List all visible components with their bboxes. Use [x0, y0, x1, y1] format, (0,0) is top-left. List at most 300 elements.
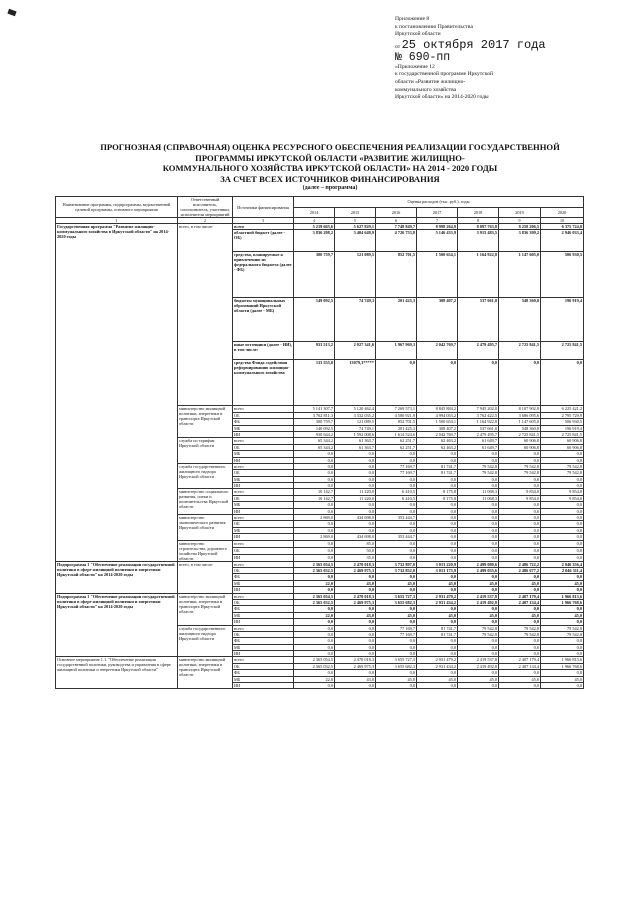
- value-cell: 0,0: [417, 508, 458, 514]
- value-cell: 506 930,5: [541, 252, 584, 298]
- value-cell: 8 175,8: [417, 495, 458, 501]
- value-cell: 79 542,8: [499, 625, 541, 631]
- value-cell: 2 470 018,3: [335, 593, 376, 599]
- value-cell: 0,0: [499, 527, 541, 533]
- value-cell: 0,0: [458, 683, 499, 689]
- value-cell: 0,0: [294, 606, 335, 612]
- value-cell: 62 251,7: [376, 444, 417, 450]
- value-cell: 0,0: [499, 651, 541, 657]
- source-cell: ИИ: [233, 457, 294, 463]
- value-cell: 0,0: [499, 683, 541, 689]
- value-cell: 79 542,8: [541, 463, 584, 469]
- value-cell: 45,0: [376, 676, 417, 682]
- value-cell: 0,0: [376, 644, 417, 650]
- value-cell: 2 499 080,6: [458, 561, 499, 567]
- value-cell: 1 966 813,6: [541, 593, 584, 599]
- value-cell: 4 994 053,2: [417, 412, 458, 418]
- value-cell: 45,0: [458, 676, 499, 682]
- value-cell: 79 542,8: [499, 631, 541, 637]
- source-cell: всего: [233, 406, 294, 412]
- value-cell: 85,0: [335, 540, 376, 547]
- value-cell: 0,0: [417, 587, 458, 593]
- column-number: 5: [335, 218, 376, 224]
- value-cell: 1 966 768,6: [541, 599, 584, 605]
- value-cell: 11 220,0: [335, 495, 376, 501]
- value-cell: 74 749,1: [335, 425, 376, 431]
- value-cell: 9 854,0: [499, 489, 541, 495]
- source-cell: всего: [233, 515, 294, 521]
- header-cell: Наименование программы, подпрограммы, ведомственной целевой программы, основного мероприятия: [56, 197, 178, 218]
- value-cell: 2 046 356,4: [541, 561, 584, 567]
- value-cell: 0,0: [458, 587, 499, 593]
- value-cell: 2 869,0: [294, 515, 335, 521]
- value-cell: 0,0: [499, 554, 541, 561]
- value-cell: 0,0: [499, 451, 541, 457]
- source-cell: МБ: [233, 612, 294, 618]
- value-cell: 0,0: [458, 515, 499, 521]
- source-cell: ОБ: [233, 547, 294, 554]
- source-cell: ИИ: [233, 431, 294, 437]
- value-cell: 2 725 841,5: [499, 342, 541, 360]
- value-cell: 62 463,2: [417, 438, 458, 444]
- funding-table: [55, 196, 584, 689]
- executor-cell: служба государственного жилищного надзора Иркутской области: [178, 463, 233, 489]
- value-cell: 0,0: [335, 451, 376, 457]
- value-cell: 0,0: [458, 540, 499, 547]
- year-header: 2014: [294, 207, 335, 218]
- title-line: ПРОГНОЗНАЯ (СПРАВОЧНАЯ) ОЦЕНКА РЕСУРСНОГО ОБЕСПЕЧЕНИЯ РЕАЛИЗАЦИИ ГОСУДАРСТВЕННОЙ: [100, 142, 560, 152]
- executor-cell: служба государственного жилищного надзора Иркутской области: [178, 625, 233, 657]
- value-cell: 9 854,0: [499, 495, 541, 501]
- value-cell: 149 092,5: [294, 298, 335, 342]
- source-cell: ОБ: [233, 495, 294, 501]
- value-cell: 0,0: [499, 574, 541, 580]
- value-cell: 0,0: [335, 683, 376, 689]
- value-cell: 0,0: [499, 521, 541, 527]
- value-cell: 0,0: [376, 540, 417, 547]
- value-cell: 0,0: [294, 619, 335, 625]
- value-cell: 2 946 033,4: [541, 230, 584, 252]
- source-cell: областной бюджет (далее - ОБ): [233, 230, 294, 252]
- executor-cell: министерство жилищной политики, энергетики и транспорта Иркутской области: [178, 657, 233, 689]
- value-cell: 45,0: [541, 612, 584, 618]
- source-cell: ИИ: [233, 554, 294, 561]
- value-cell: 81 741,7: [417, 625, 458, 631]
- value-cell: 0,0: [376, 638, 417, 644]
- executor-cell: министерство жилищной политики, энергетики и транспорта Иркутской области: [178, 593, 233, 625]
- value-cell: 0,0: [541, 644, 584, 650]
- value-cell: 2 486 722,2: [499, 561, 541, 567]
- value-cell: 0,0: [376, 451, 417, 457]
- value-cell: 3 836 399,2: [499, 230, 541, 252]
- value-cell: 2 046 311,4: [541, 567, 584, 573]
- value-cell: 5 627 829,1: [335, 224, 376, 230]
- value-cell: 3 013 220,9: [417, 561, 458, 567]
- value-cell: 45,0: [541, 676, 584, 682]
- year-header: 2015: [335, 207, 376, 218]
- column-number: 4: [294, 218, 335, 224]
- value-cell: 60 906,8: [541, 438, 584, 444]
- value-cell: 45,0: [499, 612, 541, 618]
- value-cell: 0,0: [541, 547, 584, 554]
- value-cell: 3 655 727,3: [376, 657, 417, 663]
- value-cell: 3 655 727,3: [376, 593, 417, 599]
- value-cell: 79 542,8: [541, 470, 584, 476]
- value-cell: 50,0: [335, 547, 376, 554]
- value-cell: 2 486 677,2: [499, 567, 541, 573]
- value-cell: 0,0: [294, 527, 335, 533]
- value-cell: 0,0: [458, 547, 499, 554]
- value-cell: 930 644,2: [294, 431, 335, 437]
- value-cell: 2 470 018,3: [335, 657, 376, 663]
- value-cell: 8 097 763,8: [458, 224, 499, 230]
- value-cell: 60 906,8: [499, 438, 541, 444]
- value-cell: 506 930,5: [541, 419, 584, 425]
- value-cell: 0,0: [335, 619, 376, 625]
- value-cell: 77 169,7: [376, 631, 417, 637]
- source-cell: МБ: [233, 644, 294, 650]
- value-cell: 8 998 264,9: [417, 224, 458, 230]
- header-cell: Источники финансирования: [233, 197, 294, 218]
- value-cell: 2 479 495,7: [458, 342, 499, 360]
- value-cell: 0,0: [417, 644, 458, 650]
- value-cell: 7 269 573,1: [376, 406, 417, 412]
- value-cell: 0,0: [294, 502, 335, 508]
- value-cell: 0,0: [417, 554, 458, 561]
- value-cell: 2 931 479,2: [417, 593, 458, 599]
- value-cell: 0,0: [417, 534, 458, 540]
- value-cell: 0,0: [294, 508, 335, 514]
- value-cell: 0,0: [376, 527, 417, 533]
- value-cell: 0,0: [376, 483, 417, 489]
- value-cell: 0,0: [458, 534, 499, 540]
- value-cell: 74 749,3: [335, 298, 376, 342]
- value-cell: 65 344,2: [294, 438, 335, 444]
- value-cell: 0,0: [541, 360, 584, 406]
- value-cell: 2 042 769,7: [417, 431, 458, 437]
- value-cell: 0,0: [376, 547, 417, 554]
- value-cell: 0,0: [458, 476, 499, 482]
- program-name-cell: Государственная программа "Развитие жилищно-коммунального хозяйства в Иркутской области" на 2014-2020 годы: [56, 224, 178, 562]
- value-cell: 2 365 032,5: [294, 663, 335, 669]
- value-cell: 22,0: [294, 580, 335, 586]
- value-cell: 0,0: [541, 502, 584, 508]
- value-cell: 0,0: [294, 451, 335, 457]
- value-cell: 121 089,5: [335, 419, 376, 425]
- value-cell: 0,0: [376, 587, 417, 593]
- value-cell: 10 142,7: [294, 489, 335, 495]
- column-number: 8: [458, 218, 499, 224]
- value-cell: 7 945 202,0: [458, 406, 499, 412]
- source-cell: ОБ: [233, 631, 294, 637]
- value-cell: 0,0: [294, 521, 335, 527]
- value-cell: 0,0: [335, 670, 376, 676]
- value-cell: 548 360,8: [499, 425, 541, 431]
- value-cell: 1 592 008,6: [335, 431, 376, 437]
- value-cell: 0,0: [541, 540, 584, 547]
- value-cell: 77 169,7: [376, 463, 417, 469]
- value-cell: 0,0: [294, 547, 335, 554]
- value-cell: 0,0: [417, 457, 458, 463]
- value-cell: 6 410,5: [376, 489, 417, 495]
- value-cell: 11 220,0: [335, 489, 376, 495]
- value-cell: 0,0: [499, 360, 541, 406]
- value-cell: 121 089,5: [335, 252, 376, 298]
- value-cell: 0,0: [335, 521, 376, 527]
- value-cell: 2 869,0: [294, 534, 335, 540]
- value-cell: 0,0: [376, 651, 417, 657]
- value-cell: 308 407,2: [417, 425, 458, 431]
- value-cell: 45,0: [458, 580, 499, 586]
- value-cell: 0,0: [541, 451, 584, 457]
- value-cell: 0,0: [541, 638, 584, 644]
- value-cell: 0,0: [458, 606, 499, 612]
- value-cell: 0,0: [458, 360, 499, 406]
- source-cell: всего: [233, 224, 294, 230]
- value-cell: 4 726 753,8: [376, 230, 417, 252]
- value-cell: 0,0: [335, 606, 376, 612]
- value-cell: 62 251,7: [376, 438, 417, 444]
- value-cell: 0,0: [458, 554, 499, 561]
- value-cell: 77 169,7: [376, 625, 417, 631]
- source-cell: средства Фонда содействия реформированию жилищно-коммунального хозяйства: [233, 360, 294, 406]
- value-cell: 0,0: [541, 515, 584, 521]
- value-cell: 852 701,5: [376, 419, 417, 425]
- source-cell: ИИ: [233, 619, 294, 625]
- appendix-line: к государственной программе Иркутской: [395, 71, 493, 78]
- value-cell: 61 363,7: [335, 438, 376, 444]
- value-cell: 0,0: [541, 457, 584, 463]
- appendix-line: к постановлению Правительства: [395, 23, 473, 30]
- source-cell: ОБ: [233, 567, 294, 573]
- value-cell: 2 725 841,5: [541, 431, 584, 437]
- source-cell: МБ: [233, 527, 294, 533]
- value-cell: 0,0: [335, 483, 376, 489]
- header-row: [56, 197, 584, 208]
- value-cell: 2 365 054,5: [294, 561, 335, 567]
- value-cell: 0,0: [376, 457, 417, 463]
- value-cell: 43,0: [335, 612, 376, 618]
- value-cell: 0,0: [499, 547, 541, 554]
- value-cell: 0,0: [376, 508, 417, 514]
- value-cell: 2 365 054,5: [294, 593, 335, 599]
- value-cell: 0,0: [294, 670, 335, 676]
- value-cell: 0,0: [541, 619, 584, 625]
- value-cell: 0,0: [541, 476, 584, 482]
- value-cell: 60 906,8: [499, 444, 541, 450]
- value-cell: 61 649,7: [458, 438, 499, 444]
- value-cell: 62 463,2: [417, 444, 458, 450]
- value-cell: 548 360,8: [499, 298, 541, 342]
- value-cell: 0,0: [417, 683, 458, 689]
- value-cell: 77 169,7: [376, 470, 417, 476]
- value-cell: 0,0: [294, 540, 335, 547]
- date-value: 25 октября 2017 года: [401, 37, 546, 52]
- document-subtitle: (далее – программа): [302, 185, 358, 191]
- value-cell: 0,0: [541, 483, 584, 489]
- value-cell: 0,0: [541, 574, 584, 580]
- value-cell: 0,0: [541, 534, 584, 540]
- value-cell: 3 836 298,2: [294, 230, 335, 252]
- title-line: КОММУНАЛЬНОГО ХОЗЯЙСТВА ИРКУТСКОЙ ОБЛАСТИ» НА 2014 - 2020 ГОДЫ: [162, 163, 498, 174]
- value-cell: 2 419 492,8: [458, 599, 499, 605]
- source-cell: всего: [233, 540, 294, 547]
- value-cell: 0,0: [376, 606, 417, 612]
- value-cell: 22,0: [294, 676, 335, 682]
- value-cell: 2 931 434,2: [417, 599, 458, 605]
- executor-cell: всего, в том числе:: [178, 224, 233, 406]
- value-cell: 0,0: [499, 502, 541, 508]
- column-number: 1: [56, 218, 178, 224]
- date-prefix: от: [395, 43, 401, 50]
- column-number: 3: [233, 218, 294, 224]
- value-cell: 0,0: [335, 644, 376, 650]
- value-cell: 852 701,5: [376, 252, 417, 298]
- value-cell: 0,0: [376, 521, 417, 527]
- value-cell: 6 375 724,8: [541, 224, 584, 230]
- value-cell: 79 542,8: [458, 463, 499, 469]
- value-cell: 0,0: [294, 463, 335, 469]
- source-cell: ОБ: [233, 444, 294, 450]
- value-cell: 0,0: [335, 631, 376, 637]
- value-cell: 81 741,7: [417, 463, 458, 469]
- value-cell: 11 068,3: [458, 489, 499, 495]
- source-cell: МБ: [233, 676, 294, 682]
- source-cell: МБ: [233, 451, 294, 457]
- year-header: 2017: [417, 207, 458, 218]
- value-cell: 0,0: [499, 483, 541, 489]
- value-cell: 933 513,2: [294, 342, 335, 360]
- source-cell: ИИ: [233, 534, 294, 540]
- value-cell: 0,0: [417, 483, 458, 489]
- value-cell: 3 655 682,3: [376, 663, 417, 669]
- source-cell: МБ: [233, 502, 294, 508]
- value-cell: 3 915 483,5: [458, 230, 499, 252]
- value-cell: 0,0: [335, 457, 376, 463]
- value-cell: 0,0: [335, 587, 376, 593]
- value-cell: 4 580 921,9: [376, 412, 417, 418]
- source-cell: МБ: [233, 476, 294, 482]
- value-cell: 45,0: [417, 580, 458, 586]
- source-cell: бюджеты муниципальных образований Иркутской области (далее - МБ): [233, 298, 294, 342]
- value-cell: 2 795 729,9: [541, 412, 584, 418]
- value-cell: 0,0: [417, 574, 458, 580]
- source-cell: МБ: [233, 580, 294, 586]
- source-cell: ФБ: [233, 670, 294, 676]
- title-line: ЗА СЧЕТ ВСЕХ ИСТОЧНИКОВ ФИНАНСИРОВАНИЯ: [220, 173, 440, 184]
- value-cell: 0,0: [294, 483, 335, 489]
- executor-cell: служба по тарифам Иркутской области: [178, 438, 233, 464]
- value-cell: 0,0: [294, 644, 335, 650]
- source-cell: ФБ: [233, 606, 294, 612]
- value-cell: 45,0: [417, 676, 458, 682]
- appendix-line: Иркутской области» на 2014-2020 годы: [395, 94, 489, 101]
- value-cell: 2 725 841,5: [499, 431, 541, 437]
- column-number: 9: [499, 218, 541, 224]
- year-header: 2019: [499, 207, 541, 218]
- value-cell: 9 854,0: [541, 489, 584, 495]
- value-cell: 0,0: [499, 476, 541, 482]
- value-cell: 353 444,7: [376, 515, 417, 521]
- value-cell: 2 419 537,8: [458, 657, 499, 663]
- value-cell: 79 542,8: [458, 470, 499, 476]
- value-cell: 45,0: [499, 676, 541, 682]
- value-cell: 2 419 537,8: [458, 593, 499, 599]
- corner-mark: [7, 9, 16, 16]
- value-cell: 3 686 095,6: [499, 412, 541, 418]
- value-cell: 201 425,3: [376, 298, 417, 342]
- source-cell: ОБ: [233, 412, 294, 418]
- value-cell: 0,0: [541, 683, 584, 689]
- value-cell: 0,0: [417, 540, 458, 547]
- header-cell: Ответственный исполнитель, соисполнитель, участники, исполнители мероприятий: [178, 197, 233, 218]
- value-cell: 5 141 307,7: [294, 406, 335, 412]
- value-cell: 0,0: [499, 515, 541, 521]
- value-cell: 0,0: [499, 587, 541, 593]
- value-cell: 11 068,3: [458, 495, 499, 501]
- value-cell: 0,0: [458, 651, 499, 657]
- year-header: 2016: [376, 207, 417, 218]
- value-cell: 61 649,7: [458, 444, 499, 450]
- value-cell: 2 407 179,4: [499, 593, 541, 599]
- program-name-cell: Основное мероприятие 1.1. "Обеспечение реализации государственной политики, руководства и управления в сфере жилищной политики и энергетики Иркутской области": [56, 657, 178, 689]
- value-cell: 0,0: [499, 670, 541, 676]
- value-cell: 434 698,0: [335, 534, 376, 540]
- value-cell: 81 741,7: [417, 470, 458, 476]
- column-number: 7: [417, 218, 458, 224]
- number-value: № 690-пп: [395, 50, 451, 64]
- value-cell: 0,0: [376, 476, 417, 482]
- year-header: 2020: [541, 207, 584, 218]
- value-cell: 0,0: [499, 606, 541, 612]
- value-cell: 0,0: [417, 651, 458, 657]
- value-cell: 434 698,0: [335, 515, 376, 521]
- value-cell: 8 175,8: [417, 489, 458, 495]
- value-cell: 0,0: [294, 554, 335, 561]
- value-cell: 3 732 897,0: [376, 561, 417, 567]
- value-cell: 1 164 922,8: [458, 419, 499, 425]
- value-cell: 2 470 018,3: [335, 561, 376, 567]
- value-cell: 61 363,7: [335, 444, 376, 450]
- value-cell: 2 365 054,5: [294, 657, 335, 663]
- value-cell: 0,0: [294, 631, 335, 637]
- source-cell: ИИ: [233, 483, 294, 489]
- appendix-line: «Приложение 12: [395, 63, 435, 70]
- source-cell: всего: [233, 593, 294, 599]
- value-cell: 3 655 682,3: [376, 599, 417, 605]
- value-cell: 2 725 841,5: [541, 342, 584, 360]
- value-cell: 0,0: [499, 457, 541, 463]
- value-cell: 2 027 341,6: [335, 342, 376, 360]
- source-cell: МБ: [233, 425, 294, 431]
- value-cell: 0,0: [335, 574, 376, 580]
- value-cell: 79 542,8: [458, 625, 499, 631]
- value-cell: 2 042 769,7: [417, 342, 458, 360]
- value-cell: 0,0: [417, 451, 458, 457]
- value-cell: 0,0: [499, 638, 541, 644]
- value-cell: 2 407 134,4: [499, 599, 541, 605]
- value-cell: 308 407,2: [417, 298, 458, 342]
- value-cell: 3 762 811,3: [294, 412, 335, 418]
- value-cell: 0,0: [376, 502, 417, 508]
- value-cell: 0,0: [335, 651, 376, 657]
- program-name-cell: Подпрограмма 1 "Обеспечение реализации государственной политики в сфере жилищной политики и энергетики Иркутской области" на 2014-2020 годы: [56, 561, 178, 593]
- value-cell: 2 469 975,3: [335, 599, 376, 605]
- value-cell: 45,0: [376, 612, 417, 618]
- value-cell: 7 748 849,7: [376, 224, 417, 230]
- source-cell: ОБ: [233, 470, 294, 476]
- value-cell: 0,0: [541, 527, 584, 533]
